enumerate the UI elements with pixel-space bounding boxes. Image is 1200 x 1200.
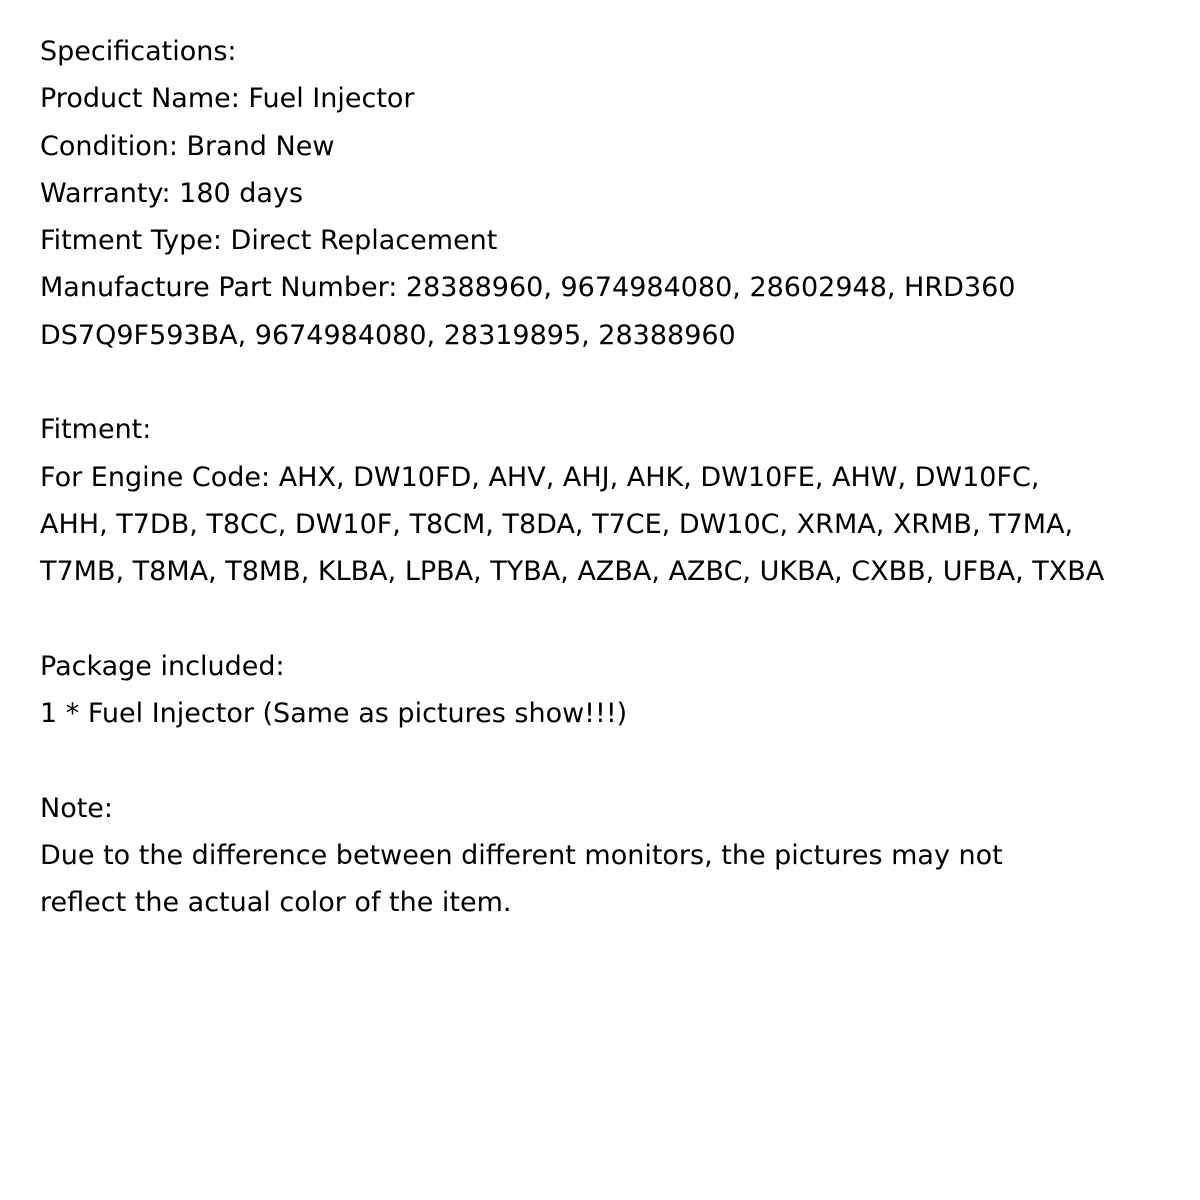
engine-code-line: AHH, T7DB, T8CC, DW10F, T8CM, T8DA, T7CE, DW10C, XRMA, XRMB, T7MA, [40, 508, 1074, 540]
note-line: reflect the actual color of the item. [40, 887, 512, 919]
engine-code-line: T7MB, T8MA, T8MB, KLBA, LPBA, TYBA, AZBA, AZBC, UKBA, CXBB, UFBA, TXBA [40, 556, 1105, 588]
fitment-heading: Fitment: [40, 414, 152, 446]
note-line: Due to the difference between different monitors, the pictures may not [40, 840, 1003, 872]
condition-line: Condition: Brand New [40, 130, 335, 162]
section-spacer [40, 359, 1180, 406]
specifications-section [40, 28, 1180, 359]
product-name-line: Product Name: Fuel Injector [40, 83, 415, 115]
note-heading: Note: [40, 792, 114, 824]
warranty-line: Warranty: 180 days [40, 177, 304, 209]
package-section [40, 643, 1180, 738]
package-heading: Package included: [40, 650, 285, 682]
note-section [40, 785, 1180, 927]
fitment-type-line: Fitment Type: Direct Replacement [40, 225, 498, 257]
fitment-section [40, 406, 1180, 595]
section-spacer [40, 737, 1180, 784]
package-item-line: 1 * Fuel Injector (Same as pictures show!!!) [40, 698, 628, 730]
section-spacer [40, 596, 1180, 643]
part-number-line: Manufacture Part Number: 28388960, 9674984080, 28602948, HRD360 [40, 272, 1016, 304]
engine-code-line: For Engine Code: AHX, DW10FD, AHV, AHJ, AHK, DW10FE, AHW, DW10FC, [40, 461, 1040, 493]
part-number-continuation-line: DS7Q9F593BA, 9674984080, 28319895, 28388960 [40, 319, 736, 351]
product-description [40, 28, 1180, 927]
specifications-heading: Specifications: [40, 36, 237, 67]
